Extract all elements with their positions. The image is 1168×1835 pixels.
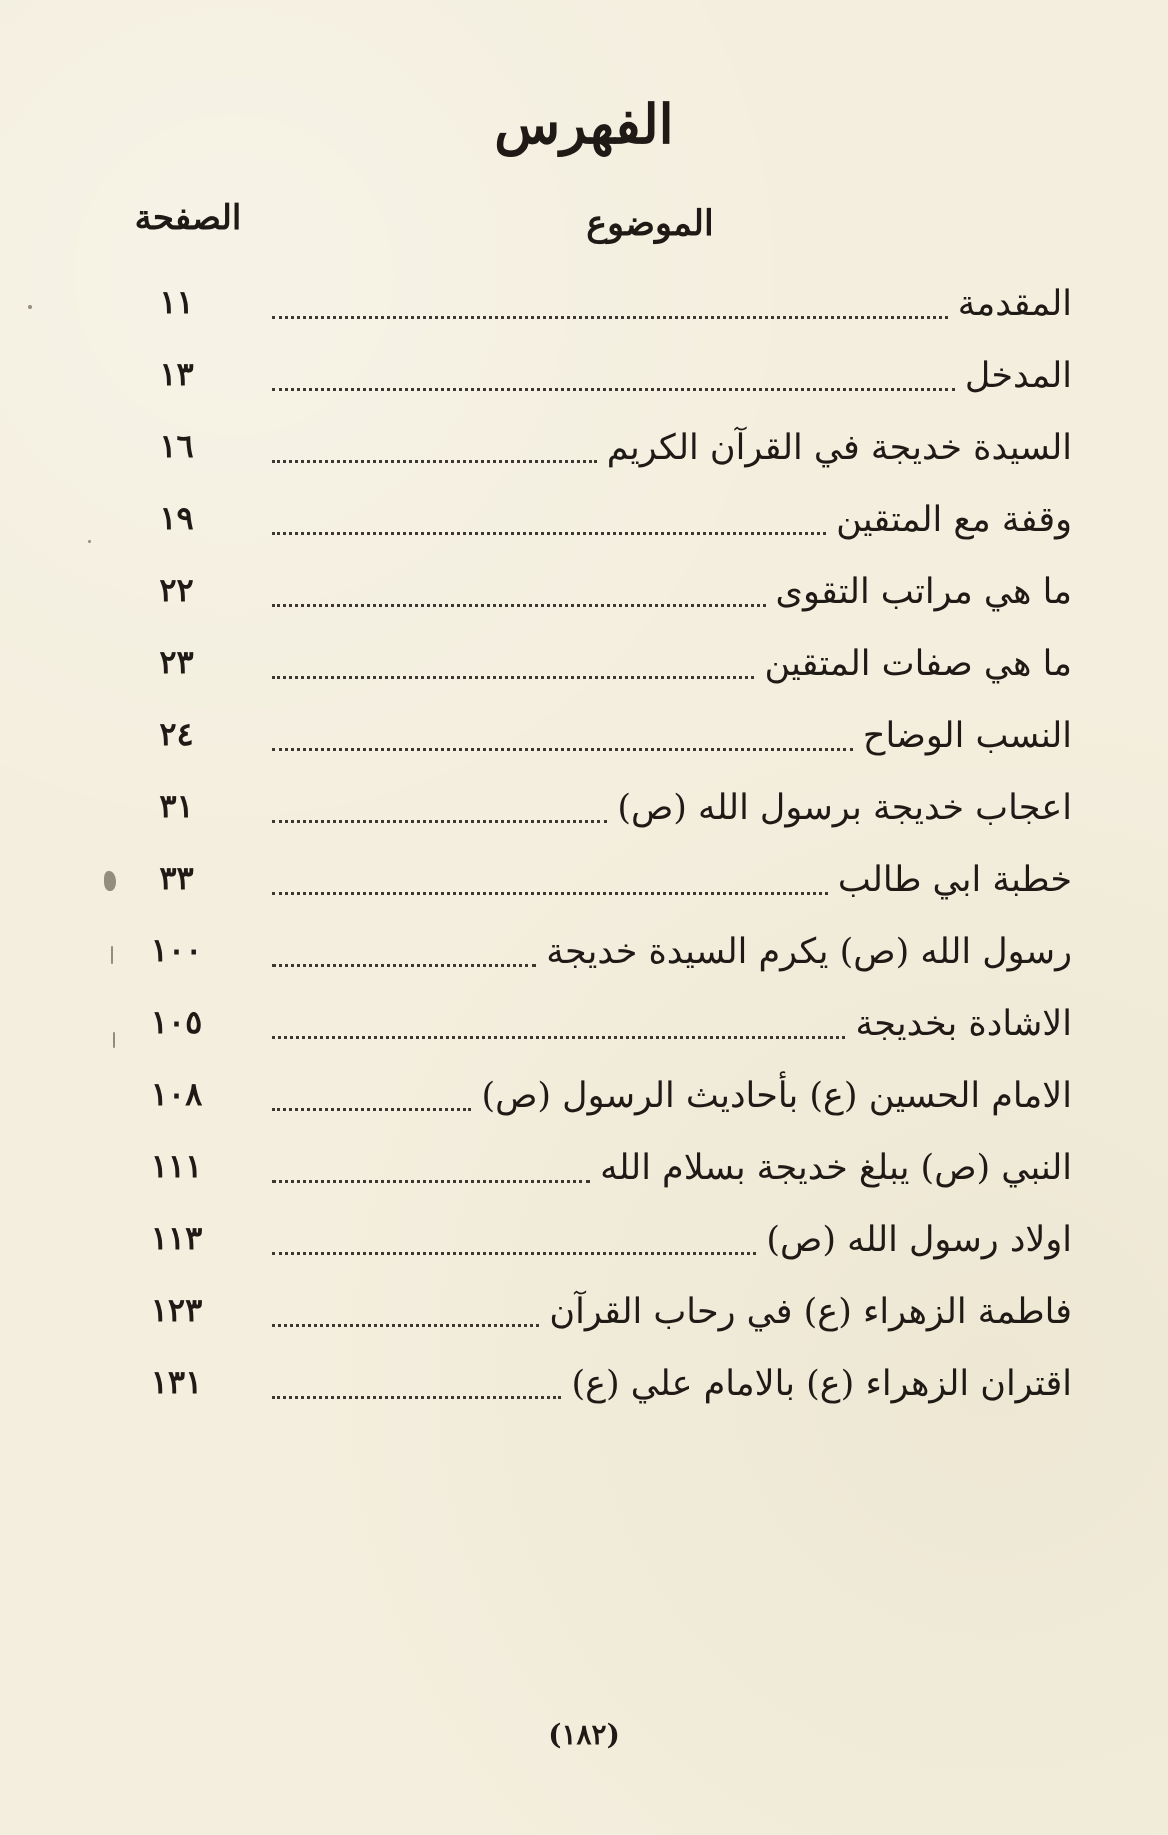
toc-title: الاشادة بخديجة (855, 1004, 1072, 1044)
toc-page-number: ١٣١ (150, 1363, 203, 1401)
toc-row (112, 1147, 1072, 1209)
toc-page-number: ٣٣ (159, 859, 194, 897)
dot-leader (272, 460, 597, 463)
toc-row (112, 1219, 1072, 1281)
toc-row (112, 643, 1072, 705)
toc-entry (272, 355, 1072, 417)
dot-leader (272, 1324, 539, 1327)
toc-entry (272, 1147, 1072, 1209)
dot-leader (272, 1036, 845, 1039)
paper-speck (104, 871, 116, 891)
toc-title: ما هي مراتب التقوى (775, 572, 1072, 612)
toc-title: وقفة مع المتقين (836, 500, 1072, 540)
toc-row (112, 427, 1072, 489)
toc-page-number: ١٢٣ (150, 1291, 203, 1329)
page-number-footer: (١٨٢) (548, 1718, 620, 1751)
toc-page-number: ٢٢ (159, 571, 194, 609)
toc-entry (272, 931, 1072, 993)
paper-speck (111, 946, 113, 964)
toc-page-number: ١٣ (159, 355, 194, 393)
page-title: الفهرس (494, 92, 674, 156)
toc-entry (272, 1003, 1072, 1065)
toc-title: المدخل (964, 356, 1072, 396)
toc-page-number: ١٦ (159, 427, 194, 465)
dot-leader (272, 676, 754, 679)
paper-speck (113, 1032, 115, 1048)
toc-row (112, 931, 1072, 993)
toc-title: المقدمة (957, 284, 1072, 324)
toc-page-number: ١٩ (159, 499, 194, 537)
toc-entry (272, 571, 1072, 633)
toc-title: السيدة خديجة في القرآن الكريم (606, 428, 1072, 468)
toc-row (112, 787, 1072, 849)
toc-title: اعجاب خديجة برسول الله (ص) (617, 788, 1072, 828)
toc-title: ما هي صفات المتقين (764, 644, 1072, 684)
toc-entry (272, 1363, 1072, 1425)
toc-title: الامام الحسين (ع) بأحاديث الرسول (ص) (481, 1076, 1072, 1116)
toc-title: اقتران الزهراء (ع) بالامام علي (ع) (571, 1364, 1072, 1404)
toc-title: النبي (ص) يبلغ خديجة بسلام الله (600, 1148, 1072, 1188)
toc-entry (272, 499, 1072, 561)
toc-row (112, 859, 1072, 921)
dot-leader (272, 1108, 471, 1111)
toc-page-number: ٣١ (159, 787, 194, 825)
dot-leader (272, 1180, 590, 1183)
toc-title: فاطمة الزهراء (ع) في رحاب القرآن (549, 1292, 1072, 1332)
topic-column-heading: الموضوع (586, 203, 714, 244)
toc-row (112, 499, 1072, 561)
toc-row (112, 1003, 1072, 1065)
toc-page-number: ١١ (159, 283, 194, 321)
toc-page-number: ٢٣ (159, 643, 194, 681)
toc-entry (272, 1291, 1072, 1353)
dot-leader (272, 748, 853, 751)
dot-leader (272, 1252, 756, 1255)
toc-entry (272, 427, 1072, 489)
dot-leader (272, 964, 536, 967)
dot-leader (272, 532, 826, 535)
toc-page-number: ١١١ (150, 1147, 203, 1185)
dot-leader (272, 604, 766, 607)
toc-row (112, 283, 1072, 345)
toc-entry (272, 1075, 1072, 1137)
dot-leader (272, 316, 948, 319)
dot-leader (272, 1396, 561, 1399)
toc-entry (272, 643, 1072, 705)
toc-entry (272, 859, 1072, 921)
dot-leader (272, 892, 828, 895)
paper-speck (28, 305, 32, 309)
toc-page-number: ١٠٨ (150, 1075, 203, 1113)
toc-entry (272, 715, 1072, 777)
toc-entry (272, 283, 1072, 345)
toc-title: النسب الوضاح (862, 716, 1072, 756)
dot-leader (272, 388, 955, 391)
toc-row (112, 715, 1072, 777)
paper-speck (88, 540, 91, 543)
toc-page-number: ٢٤ (159, 715, 194, 753)
toc-row (112, 571, 1072, 633)
toc-page-number: ١٠٥ (150, 1003, 203, 1041)
toc-entry (272, 1219, 1072, 1281)
toc-entry (272, 787, 1072, 849)
toc-title: رسول الله (ص) يكرم السيدة خديجة (546, 932, 1072, 972)
toc-title: خطبة ابي طالب (837, 860, 1072, 900)
toc-page-number: ١١٣ (150, 1219, 203, 1257)
dot-leader (272, 820, 607, 823)
toc-page-number: ١٠٠ (150, 931, 203, 969)
toc-title: اولاد رسول الله (ص) (766, 1220, 1072, 1260)
toc-row (112, 1363, 1072, 1425)
toc-row (112, 1075, 1072, 1137)
page-column-heading: الصفحة (134, 198, 242, 238)
toc-row (112, 1291, 1072, 1353)
toc-row (112, 355, 1072, 417)
